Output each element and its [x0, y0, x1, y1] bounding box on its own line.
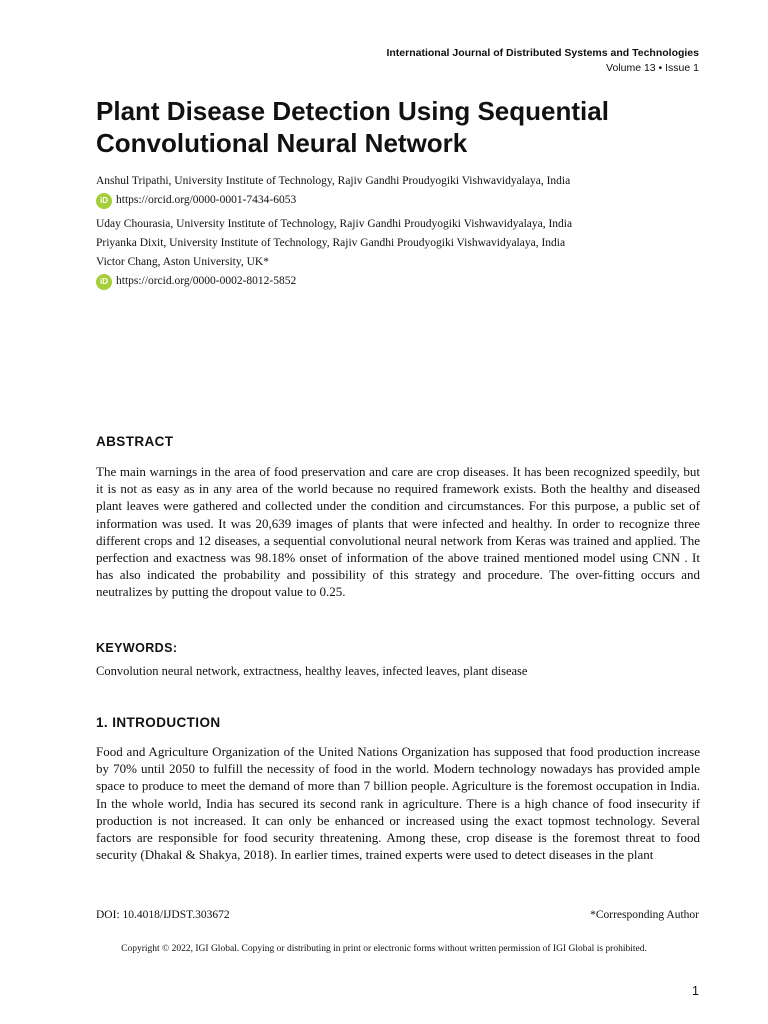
- author-list: [96, 172, 706, 291]
- abstract-heading: ABSTRACT: [96, 434, 174, 449]
- paper-title-line-1: Plant Disease Detection Using Sequential: [96, 96, 609, 126]
- journal-name: International Journal of Distributed Systems and Technologies: [386, 47, 699, 59]
- journal-volume-issue: Volume 13 • Issue 1: [606, 62, 699, 74]
- introduction-text: Food and Agriculture Organization of the United Nations Organization has supposed that food production increase by 70% until 2050 to fulfill the necessity of food in the world. Modern technology nowadays has provided ample space to produce to meet the demand of more than 7 billion people. Agriculture is the foremost occupation in India. In the whole world, India has secured its second rank in agriculture. There is a high chance of food insecurity if production is not increased. It can only be enhanced or increased using the exact topmost technology. Several factors are responsible for food security threatening. Among these, crop disease is the foremost threat to food security (Dhakal & Shakya, 2018). In earlier times, trained experts were used to detect diseases in the plant: [96, 744, 700, 863]
- page-number: 1: [692, 984, 699, 998]
- orcid-link[interactable]: https://orcid.org/0000-0001-7434-6053: [116, 194, 297, 206]
- author-affiliation: Uday Chourasia, University Institute of Technology, Rajiv Gandhi Proudyogiki Vishwavidyalaya, India: [96, 218, 573, 230]
- orcid-link[interactable]: https://orcid.org/0000-0002-8012-5852: [116, 275, 297, 287]
- keywords-text: Convolution neural network, extractness, healthy leaves, infected leaves, plant disease: [96, 664, 528, 678]
- orcid-row: [96, 272, 706, 291]
- paper-title: [96, 95, 696, 159]
- author-affiliation: Victor Chang, Aston University, UK*: [96, 256, 269, 268]
- journal-header: [386, 46, 699, 76]
- orcid-row: [96, 191, 706, 210]
- abstract-text: The main warnings in the area of food preservation and care are crop diseases. It has been recognized speedily, but it is not as easy as in any area of the world because no required framework exists. Both the healthy and diseased plant leaves were gathered and collected under the condition and circumstances. For this purpose, a public set of information was used. It was 20,639 images of plants that were infected and healthy. In order to recognize three different crops and 12 diseases, a sequential convolutional neural network from Keras was trained and applied. The perfection and exactness was 98.18% onset of information of the above trained mentioned model using CNN . It has also indicated the probability and possibility of this strategy and procedure. The over-fitting occurs and neutralizes by putting the dropout value to 0.25.: [96, 464, 700, 600]
- paper-title-line-2: Convolutional Neural Network: [96, 128, 468, 158]
- orcid-icon: iD: [96, 274, 112, 290]
- copyright-notice: Copyright © 2022, IGI Global. Copying or distributing in print or electronic forms without written permission of IGI Global is prohibited.: [121, 944, 647, 954]
- corresponding-author-note: *Corresponding Author: [590, 909, 699, 921]
- introduction-heading: 1. INTRODUCTION: [96, 715, 221, 730]
- doi: DOI: 10.4018/IJDST.303672: [96, 909, 230, 921]
- orcid-icon: iD: [96, 193, 112, 209]
- author-affiliation: Anshul Tripathi, University Institute of Technology, Rajiv Gandhi Proudyogiki Vishwavidyalaya, India: [96, 175, 571, 187]
- author-affiliation: Priyanka Dixit, University Institute of Technology, Rajiv Gandhi Proudyogiki Vishwavidyalaya, India: [96, 237, 566, 249]
- keywords-heading: KEYWORDS:: [96, 641, 178, 655]
